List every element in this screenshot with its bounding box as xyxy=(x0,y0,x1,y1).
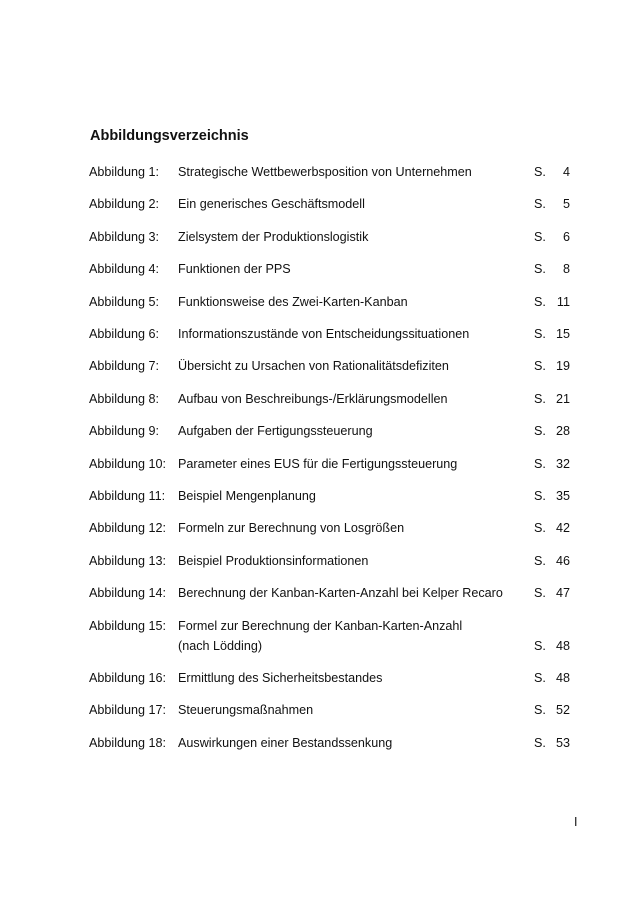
figure-title xyxy=(178,195,365,213)
page-prefix: S. xyxy=(534,553,546,568)
figure-label: Abbildung 17: xyxy=(89,703,167,718)
figure-title-line: Aufbau von Beschreibungs-/Erklärungsmodellen xyxy=(178,391,448,406)
page-reference: 21 xyxy=(555,391,570,406)
page-prefix: S. xyxy=(534,703,546,718)
figure-label: Abbildung 6: xyxy=(89,327,160,341)
page-prefix: S. xyxy=(534,294,546,309)
page-prefix: S. xyxy=(534,638,546,653)
page-prefix: S. xyxy=(534,456,546,471)
figure-title xyxy=(178,552,368,570)
figure-title-line: Funktionsweise des Zwei-Karten-Kanban xyxy=(178,294,408,309)
figure-label: Abbildung 2: xyxy=(89,197,160,212)
figure-label: Abbildung 15: xyxy=(89,618,167,633)
figure-title xyxy=(178,325,469,343)
figure-label: Abbildung 5: xyxy=(89,294,160,309)
page-reference: 48 xyxy=(555,671,570,685)
figure-label: Abbildung 16: xyxy=(89,671,167,685)
figure-label: Abbildung 12: xyxy=(89,521,167,536)
figure-label: Abbildung 18: xyxy=(89,735,167,750)
figure-title-line: Zielsystem der Produktionslogistik xyxy=(178,229,369,244)
page-prefix: S. xyxy=(534,229,546,244)
figure-title-line: Beispiel Produktionsinformationen xyxy=(178,553,369,568)
figure-title xyxy=(178,617,462,655)
figure-label: Abbildung 7: xyxy=(89,359,160,374)
figure-label: Abbildung 9: xyxy=(89,424,160,439)
figure-label: Abbildung 10: xyxy=(89,456,167,471)
figure-title-line: Aufgaben der Fertigungssteuerung xyxy=(178,424,373,439)
figure-title-line: Auswirkungen einer Bestandssenkung xyxy=(178,735,393,750)
figure-title xyxy=(178,455,457,473)
page-reference: 15 xyxy=(555,327,570,341)
page-reference: 4 xyxy=(562,165,570,179)
figure-title xyxy=(178,422,373,440)
page-prefix: S. xyxy=(534,735,546,750)
figure-entry xyxy=(0,617,638,657)
figure-title xyxy=(178,163,472,181)
page-prefix: S. xyxy=(534,327,546,341)
figure-title xyxy=(178,669,382,687)
page-title: Abbildungsverzeichnis xyxy=(90,128,249,144)
figure-title-line: Funktionen der PPS xyxy=(178,262,291,277)
page-reference: 46 xyxy=(555,553,570,568)
figure-label: Abbildung 1: xyxy=(89,165,160,179)
page-reference: 28 xyxy=(555,424,570,439)
page-prefix: S. xyxy=(534,391,546,406)
figure-entry xyxy=(0,734,638,774)
figure-label: Abbildung 4: xyxy=(89,262,160,277)
figure-title-line: Übersicht zu Ursachen von Rationalitätsdefiziten xyxy=(178,359,449,374)
page-reference: 35 xyxy=(555,489,570,503)
page-reference: 52 xyxy=(555,703,570,718)
figure-title-line: Berechnung der Kanban-Karten-Anzahl bei Kelper Recaro xyxy=(178,586,503,601)
page-reference: 32 xyxy=(555,456,570,471)
page-prefix: S. xyxy=(534,165,546,179)
page-reference: 47 xyxy=(555,586,570,601)
page-reference: 53 xyxy=(555,735,570,750)
figure-title-line: Strategische Wettbewerbsposition von Unternehmen xyxy=(178,165,472,179)
figure-title-line: Steuerungsmaßnahmen xyxy=(178,703,314,718)
figure-label: Abbildung 14: xyxy=(89,586,167,601)
figure-title xyxy=(178,584,503,602)
page-reference: 42 xyxy=(555,521,570,536)
page-prefix: S. xyxy=(534,424,546,439)
page-prefix: S. xyxy=(534,671,546,685)
page-prefix: S. xyxy=(534,586,546,601)
figure-title xyxy=(178,260,291,278)
page-prefix: S. xyxy=(534,489,546,503)
page-prefix: S. xyxy=(534,262,546,277)
figure-title-line: Informationszustände von Entscheidungssituationen xyxy=(178,327,470,341)
page-number: I xyxy=(574,815,578,829)
page-prefix: S. xyxy=(534,197,546,212)
figure-title xyxy=(178,357,449,375)
figure-title xyxy=(178,487,316,505)
figure-title xyxy=(178,701,313,719)
figure-title-line: Formeln zur Berechnung von Losgrößen xyxy=(178,521,405,536)
page-reference: 48 xyxy=(555,638,570,653)
figure-title-line: (nach Lödding) xyxy=(178,638,263,653)
figure-label: Abbildung 11: xyxy=(89,489,166,503)
figure-title xyxy=(178,519,404,537)
figure-title xyxy=(178,390,448,408)
figure-title xyxy=(178,228,368,246)
figure-title-line: Ermittlung des Sicherheitsbestandes xyxy=(178,671,383,685)
figure-title-line: Parameter eines EUS für die Fertigungssteuerung xyxy=(178,456,458,471)
page-reference: 19 xyxy=(555,359,570,374)
page-prefix: S. xyxy=(534,359,546,374)
page-prefix: S. xyxy=(534,521,546,536)
figure-title-line: Beispiel Mengenplanung xyxy=(178,489,316,503)
figure-label: Abbildung 8: xyxy=(89,391,160,406)
figure-label: Abbildung 13: xyxy=(89,553,167,568)
page-reference: 11 xyxy=(556,294,570,309)
figure-label: Abbildung 3: xyxy=(89,229,160,244)
page-reference: 5 xyxy=(562,197,570,212)
page-reference: 6 xyxy=(562,229,570,244)
figure-title-line: Ein generisches Geschäftsmodell xyxy=(178,197,365,212)
figure-title xyxy=(178,293,408,311)
figure-title-line: Formel zur Berechnung der Kanban-Karten-Anzahl xyxy=(178,618,463,633)
page-reference: 8 xyxy=(562,262,570,277)
figure-title xyxy=(178,734,392,752)
